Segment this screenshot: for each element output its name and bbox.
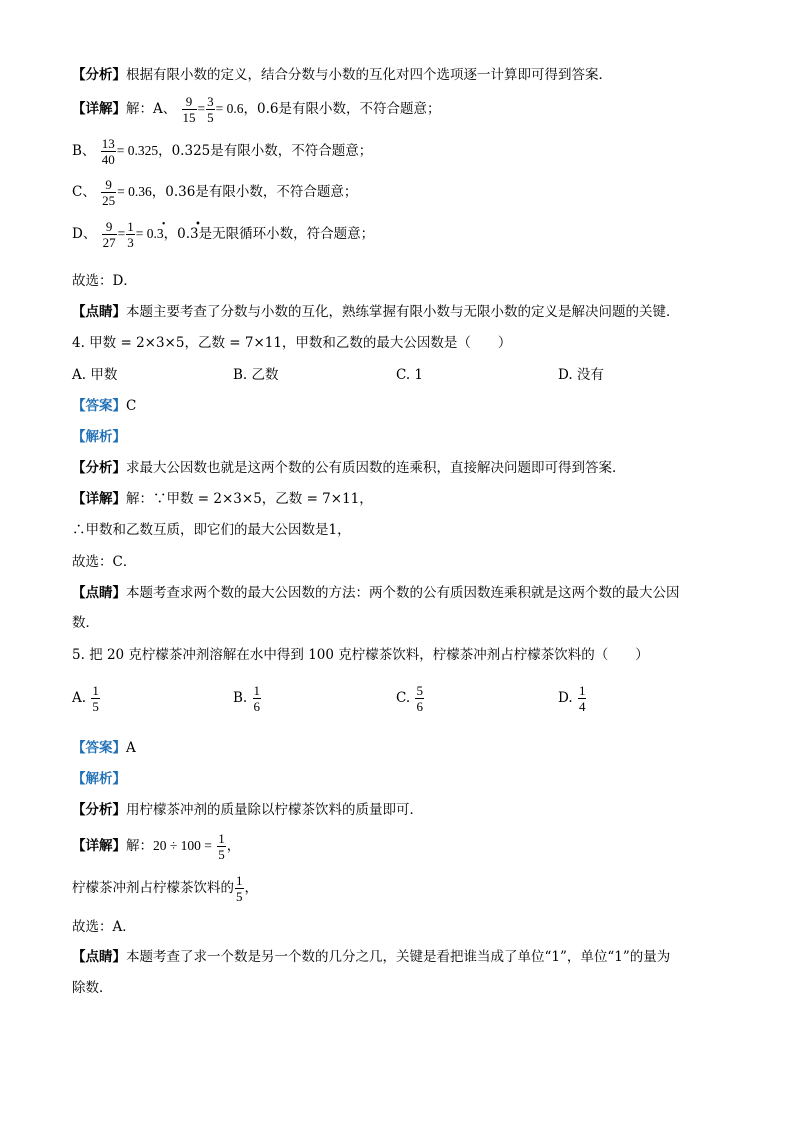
q3-detail-a: [72, 94, 441, 125]
jiexi-tag: 【解析】: [72, 429, 126, 445]
fraction: $\frac{1}{5}$: [92, 683, 99, 714]
fraction: $\frac{9}{15}$: [182, 94, 196, 125]
fraction: $\frac{1}{6}$: [253, 683, 261, 714]
q3-detail-d: [72, 219, 374, 250]
q5-stem: 5. 把 20 克柠檬茶冲剂溶解在水中得到 100 克柠檬茶饮料，柠檬茶冲剂占柠檬茶饮料的（ ）: [72, 647, 649, 663]
option-comment: ，0.36是有限小数，不符合题意；: [151, 184, 358, 200]
q3-analysis: [72, 66, 612, 84]
comment-text: 本题考查求两个数的最大公因数的方法：两个数的公有质因数连乘积就是这两个数的最大公因: [126, 585, 680, 601]
option-label: C.: [396, 690, 411, 706]
analysis-tag: 【分析】: [72, 802, 126, 818]
option-label: C、: [72, 184, 96, 200]
decimal-result: = 0. • 3: [135, 219, 166, 241]
punctuation: ，: [226, 838, 241, 854]
q4-option-b: B. 乙数: [233, 367, 279, 383]
q4-comment-line2: 数．: [72, 615, 99, 631]
punctuation: ，: [244, 880, 258, 896]
option-comment: ，0.6是有限小数，不符合题意；: [243, 101, 441, 117]
q3-comment: [72, 303, 680, 321]
q5-jiexi: [72, 770, 126, 788]
fraction: $\frac{1}{5}$: [236, 873, 243, 904]
answer-tag: 【答案】: [72, 740, 126, 756]
comment-text: 本题主要考查了分数与小数的互化，熟练掌握有限小数与无限小数的定义是解决问题的关键．: [126, 304, 680, 320]
detail-prefix: 解：A、: [126, 101, 177, 117]
fraction: $\frac{3}{5}$: [207, 94, 214, 125]
analysis-tag: 【分析】: [72, 67, 126, 83]
q3-detail-c: [72, 177, 357, 208]
comment-tag: 【点睛】: [72, 304, 126, 320]
q5-option-d: [558, 683, 587, 714]
q4-choose: 故选：C．: [72, 554, 137, 570]
q4-stem: 4. 甲数 = 2×3×5，乙数 = 7×11，甲数和乙数的最大公因数是（ ）: [72, 335, 512, 351]
analysis-text: 求最大公因数也就是这两个数的公有质因数的连乘积，直接解决问题即可得到答案．: [126, 460, 626, 476]
detail-expression: 解：20 ÷ 100 =: [126, 838, 212, 853]
fraction: $\frac{9}{25}$: [102, 177, 116, 208]
option-label: D.: [558, 690, 573, 706]
q5-option-b: [233, 683, 262, 714]
decimal-result: = 0.6: [215, 101, 244, 116]
fraction: $\frac{5}{6}$: [416, 683, 423, 714]
answer-tag: 【答案】: [72, 398, 126, 414]
answer-value: C: [126, 398, 137, 414]
comment-tag: 【点睛】: [72, 949, 126, 965]
comment-tag: 【点睛】: [72, 585, 126, 601]
option-comment: ，0.325是有限小数，不符合题意；: [158, 143, 373, 159]
option-label: B、: [72, 143, 96, 159]
q3-choose: 故选：D．: [72, 273, 137, 289]
option-comment: ，0. • 3是无限循环小数，符合题意；: [163, 219, 375, 242]
q5-option-a: [72, 683, 101, 714]
detail-tag: 【详解】: [72, 101, 126, 117]
q5-comment-line2: 除数．: [72, 980, 113, 996]
q5-detail: [72, 831, 240, 862]
analysis-tag: 【分析】: [72, 460, 126, 476]
option-label: B.: [233, 690, 248, 706]
detail-tag: 【详解】: [72, 491, 126, 507]
q5-choose: 故选：A．: [72, 919, 136, 935]
q4-detail: [72, 490, 373, 508]
detail-text: 柠檬茶冲剂占柠檬茶饮料的: [72, 880, 234, 896]
decimal-result: = 0.325: [116, 143, 159, 158]
detail-text: 解：∵甲数 = 2×3×5，乙数 = 7×11，: [126, 491, 373, 507]
analysis-text: 用柠檬茶冲剂的质量除以柠檬茶饮料的质量即可．: [126, 802, 423, 818]
analysis-text: 根据有限小数的定义，结合分数与小数的互化对四个选项逐一计算即可得到答案．: [126, 67, 612, 83]
fraction: $\frac{1}{3}$: [127, 219, 134, 250]
comment-text: 本题考查了求一个数是另一个数的几分之几，关键是看把谁当成了单位“1”，单位“1”的量为: [126, 949, 671, 965]
equals: =: [117, 226, 126, 241]
q5-answer: [72, 739, 136, 757]
q4-option-a: A. 甲数: [72, 367, 118, 383]
q4-jiexi: [72, 428, 126, 446]
q4-detail-line2: ∴甲数和乙数互质，即它们的最大公因数是1，: [72, 522, 351, 538]
q5-comment: [72, 948, 670, 966]
decimal-result: = 0.36: [117, 184, 152, 199]
jiexi-tag: 【解析】: [72, 771, 126, 787]
q5-detail-line2: [72, 873, 258, 904]
fraction: $\frac{1}{5}$: [218, 831, 225, 862]
detail-tag: 【详解】: [72, 838, 126, 854]
q4-comment: [72, 584, 680, 602]
q4-analysis: [72, 459, 626, 477]
fraction: $\frac{1}{4}$: [578, 683, 586, 714]
fraction: $\frac{9}{27}$: [102, 219, 116, 250]
option-label: A.: [72, 690, 87, 706]
q4-option-c: C. 1: [396, 367, 424, 383]
q4-option-d: D. 没有: [558, 367, 604, 383]
q5-analysis: [72, 801, 423, 819]
fraction: $\frac{13}{40}$: [101, 136, 115, 167]
q3-detail-b: [72, 136, 372, 167]
answer-value: A: [126, 740, 136, 756]
q4-answer: [72, 397, 136, 415]
equals: =: [197, 101, 206, 116]
q5-option-c: [396, 683, 425, 714]
option-label: D、: [72, 226, 97, 242]
